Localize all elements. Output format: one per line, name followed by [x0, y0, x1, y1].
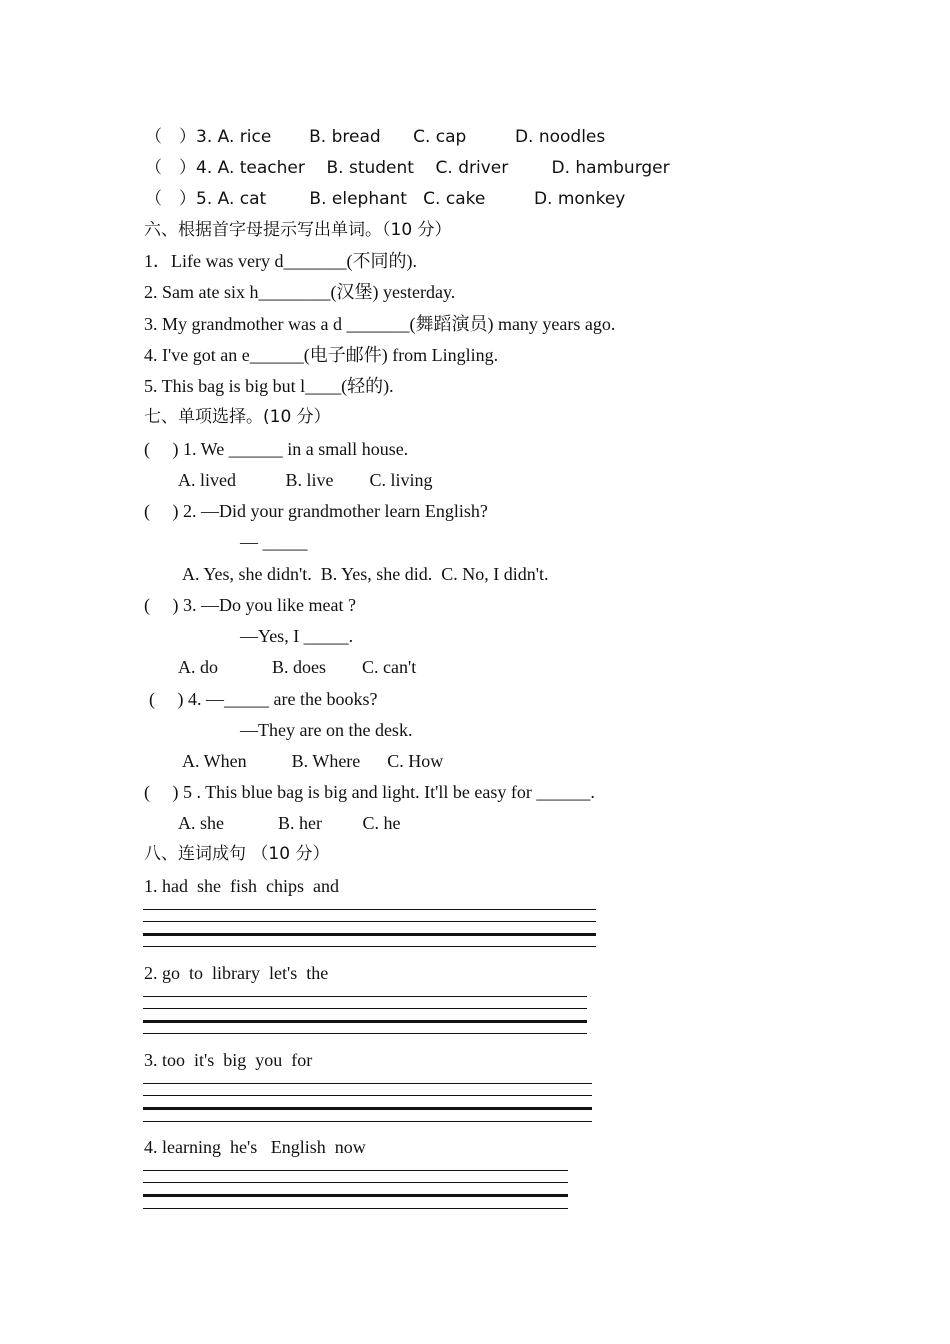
- writing-line: [143, 946, 596, 947]
- section-7-title: 七、单项选择。(10 分）: [144, 407, 331, 427]
- sentence-item-3: 3. too it's big you for: [144, 1050, 313, 1070]
- mc-options-5: A. she B. her C. he: [178, 813, 401, 833]
- choice-item-5: （ ）5. A. cat B. elephant C. cake D. monkey: [145, 189, 626, 209]
- mc-options-4: A. When B. Where C. How: [182, 751, 444, 771]
- writing-baseline: [143, 933, 596, 936]
- writing-line: [143, 996, 587, 997]
- section-8-title: 八、连词成句 （10 分）: [144, 844, 330, 864]
- writing-line: [143, 1208, 568, 1209]
- writing-line: [143, 1033, 587, 1034]
- mc-answer-3: —Yes, I _____.: [240, 626, 354, 646]
- mc-answer-2: — _____: [240, 532, 308, 552]
- fill-item-2: 2. Sam ate six h________(汉堡) yesterday.: [144, 282, 456, 302]
- choice-item-4: （ ）4. A. teacher B. student C. driver D. hamburger: [145, 158, 670, 178]
- writing-line: [143, 1095, 592, 1096]
- mc-question-1: ( ) 1. We ______ in a small house.: [144, 439, 409, 459]
- mc-question-3: ( ) 3. —Do you like meat ?: [144, 595, 356, 615]
- writing-baseline: [143, 1194, 568, 1197]
- sentence-item-4: 4. learning he's English now: [144, 1137, 366, 1157]
- mc-options-3: A. do B. does C. can't: [178, 657, 417, 677]
- writing-baseline: [143, 1020, 587, 1023]
- writing-line: [143, 1083, 592, 1084]
- sentence-item-2: 2. go to library let's the: [144, 963, 329, 983]
- mc-question-4: ( ) 4. —_____ are the books?: [149, 689, 378, 709]
- writing-line: [143, 909, 596, 910]
- writing-line: [143, 921, 596, 922]
- mc-question-5: ( ) 5 . This blue bag is big and light. It'll be easy for ______.: [144, 782, 595, 802]
- writing-baseline: [143, 1107, 592, 1110]
- fill-item-1: 1．Life was very d_______(不同的).: [144, 251, 417, 271]
- writing-line: [143, 1182, 568, 1183]
- fill-item-3: 3. My grandmother was a d _______(舞蹈演员) many years ago.: [144, 314, 616, 334]
- writing-line: [143, 1170, 568, 1171]
- mc-question-2: ( ) 2. —Did your grandmother learn English?: [144, 501, 488, 521]
- sentence-item-1: 1. had she fish chips and: [144, 876, 339, 896]
- section-6-title: 六、根据首字母提示写出单词。（10 分）: [144, 220, 452, 240]
- fill-item-4: 4. I've got an e______(电子邮件) from Lingling.: [144, 345, 499, 365]
- mc-options-2: A. Yes, she didn't. B. Yes, she did. C. No, I didn't.: [182, 564, 549, 584]
- choice-item-3: （ ）3. A. rice B. bread C. cap D. noodles: [145, 127, 606, 147]
- mc-options-1: A. lived B. live C. living: [178, 470, 433, 490]
- writing-line: [143, 1008, 587, 1009]
- mc-answer-4: —They are on the desk.: [240, 720, 413, 740]
- writing-line: [143, 1121, 592, 1122]
- fill-item-5: 5. This bag is big but l____(轻的).: [144, 376, 394, 396]
